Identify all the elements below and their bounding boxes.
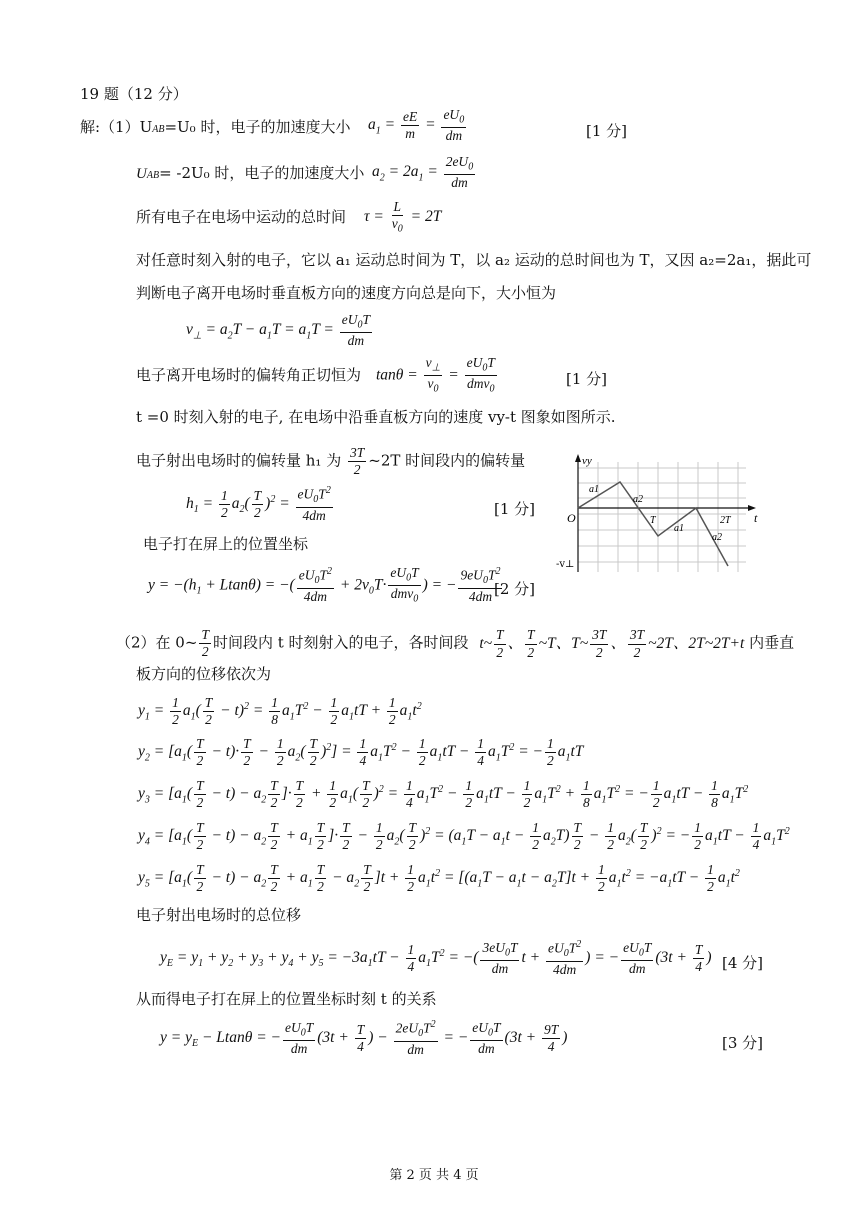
score-4: [2 分] — [494, 580, 536, 598]
label-a1-bot: a1 — [674, 523, 684, 534]
part2-line-1: （2）在 0~ $\frac{T}{2}$ 时间段内 t 时刻射入的电子，各时间段 t~ $\frac{T}{2}$ 、 $\frac{T}{2}$ ~T、T~ $\frac{3T}{2}$ 、 $\frac{3T}{2}$ ~2T、2T~2T+t 内垂直 — [116, 627, 795, 660]
solution-line-4: 对任意时刻入射的电子，它以 a₁ 运动总时间为 T，以 a₂ 运动的总时间也为 T，又因 a₂=2a₁，据此可 — [136, 251, 812, 269]
vy-t-graph — [556, 452, 766, 577]
equation-yE: $y_E = y_1 + y_2 + y_3 + y_4 + y_5 = -3a_1tT$ − $\frac{1}{4}$ $a_1T^2$ = −( $\frac{3eU_0T}{dm}$ t + $\frac{eU_0T^2}{4dm}$ ) = − $\frac{eU_0T}{dm}$ (3t + $\frac{T}{4}$ ) — [160, 939, 712, 977]
solution-line-9: 电子射出电场时的偏转量 h₁ 为 $\frac{3T}{2}$ ~2T 时间段内的偏转量 — [136, 445, 526, 478]
equation-h1: $h_1$ = $\frac{1}{2}$ $a_2$( $\frac{T}{2}$ )$^2$ = $\frac{eU_0T^2}{4dm}$ — [186, 485, 331, 523]
solution-line-5: 判断电子离开电场时垂直板方向的速度方向总是向下，大小恒为 — [136, 284, 557, 302]
label-2T: 2T — [720, 515, 731, 526]
origin-label: O — [567, 511, 576, 525]
solution-line-11: 电子打在屏上的位置坐标 — [143, 535, 309, 553]
equation-vperp: $v_\perp = a_2T - a_1T = a_1T$ = $\frac{eU_0T}{dm}$ — [186, 312, 371, 349]
equation-a2: $a_2 = 2a_1$ = $\frac{2eU_0}{dm}$ — [372, 154, 474, 191]
score-1: [1 分] — [586, 122, 628, 140]
equation-tau: τ = $\frac{L}{v_0}$ = 2T — [364, 199, 442, 235]
condition-text-1: =U₀ 时，电子的加速度大小 — [164, 118, 351, 136]
page-footer: 第 2 页 共 4 页 — [389, 1168, 479, 1183]
score-5: [4 分] — [722, 954, 764, 972]
part2-line-10: 从而得电子打在屏上的位置坐标时刻 t 的关系 — [136, 990, 437, 1008]
score-6: [3 分] — [722, 1034, 764, 1052]
label-a2-bot: a2 — [712, 532, 722, 543]
equation-y2: $y_2 = [a_1$( $\frac{T}{2}$ − t)· $\frac{T}{2}$ − $\frac{1}{2}$ $a_2$( $\frac{T}{2}$ )$^2$] = $\frac{1}{4}$ $a_1T^2$ − $\frac{1}{2}$ $a_1tT$ − $\frac{1}{4}$ $a_1T^2$ = − $\frac{1}{2}$ $a_1tT$ — [138, 736, 584, 769]
question-heading: 19 题（12 分） — [80, 85, 188, 103]
score-3: [1 分] — [494, 500, 536, 518]
label-neg-vperp: -v⊥ — [556, 559, 575, 570]
equation-a1: $a_1$ = $\frac{eE}{m}$ = $\frac{eU_0}{dm}$ — [368, 107, 465, 144]
part2-line-2: 板方向的位移依次为 — [136, 665, 272, 683]
y-axis-label: vy — [582, 455, 592, 467]
solution-line-8: t =0 时刻入射的电子, 在电场中沿垂直板方向的速度 vy-t 图象如图所示. — [136, 408, 616, 426]
equation-tan: tanθ = $\frac{v_\perp}{v_0}$ = $\frac{eU_0T}{dmv_0}$ — [376, 355, 495, 395]
solution-line-2: UAB= -2U₀ 时，电子的加速度大小 — [136, 164, 365, 182]
part2-line-8: 电子射出电场时的总位移 — [136, 906, 302, 924]
solution-line-7: 电子离开电场时的偏转角正切恒为 — [136, 366, 362, 384]
label-a1-top: a1 — [589, 484, 599, 495]
solution-line-3: 所有电子在电场中运动的总时间 — [136, 208, 347, 226]
equation-y3: $y_3 = [a_1$( $\frac{T}{2}$ − $t) - a_2$ $\frac{T}{2}$ ]· $\frac{T}{2}$ + $\frac{1}{2}$ $a_1$( $\frac{T}{2}$ )$^2$ = $\frac{1}{4}$ $a_1T^2$ − $\frac{1}{2}$ $a_1tT$ − $\frac{1}{2}$ $a_1T^2$ + $\frac{1}{8}$ $a_1T^2$ = − $\frac{1}{2}$ $a_1tT$ − $\frac{1}{8}$ $a_1T^2$ — [138, 778, 749, 811]
equation-y4: $y_4 = [a_1$( $\frac{T}{2}$ − $t) - a_2$ $\frac{T}{2}$ + $a_1$ $\frac{T}{2}$ ]· $\frac{T}{2}$ − $\frac{1}{2}$ $a_2$( $\frac{T}{2}$ )$^2 = (a_1T - a_1t$ − $\frac{1}{2}$ $a_2T$) $\frac{T}{2}$ − $\frac{1}{2}$ $a_2$( $\frac{T}{2}$ )$^2$ = − $\frac{1}{2}$ $a_1tT$ − $\frac{1}{4}$ $a_1T^2$ — [138, 820, 790, 853]
equation-y1: $y_1$ = $\frac{1}{2}$ $a_1$( $\frac{T}{2}$ − t)$^2$ = $\frac{1}{8}$ $a_1T^2$ − $\frac{1}{2}$ $a_1tT$ + $\frac{1}{2}$ $a_1t^2$ — [138, 695, 422, 728]
label-a2-top: a2 — [633, 494, 643, 505]
label-T: T — [650, 515, 656, 526]
x-axis-label: t — [754, 511, 758, 525]
equation-y-part1: $y = -(h_1 + Ltan\theta)$ = −( $\frac{eU_0T^2}{4dm}$ + $2v_0T\cdot$ $\frac{eU_0T}{dmv_0}$ ) = − $\frac{9eU_0T^2}{4dm}$ — [148, 565, 501, 605]
equation-y-final: $y = y_E - Ltan\theta$ = − $\frac{eU_0T}{dm}$ (3t + $\frac{T}{4}$ ) − $\frac{2eU_0T^2}{dm}$ = − $\frac{eU_0T}{dm}$ (3t + $\frac{9T}{4}$ ) — [160, 1019, 568, 1057]
equation-y5: $y_5 = [a_1$( $\frac{T}{2}$ − $t) - a_2$ $\frac{T}{2}$ + $a_1$ $\frac{T}{2}$ − $a_2$ $\frac{T}{2}$ ]t + $\frac{1}{2}$ $a_1t^2 = [(a_1T - a_1t - a_2T]t$ + $\frac{1}{2}$ $a_1t^2 = -a_1tT$ − $\frac{1}{2}$ $a_1t^2$ — [138, 862, 740, 895]
score-2: [1 分] — [566, 370, 608, 388]
solution-line-1: 解:（1）UAB=U₀ 时，电子的加速度大小 — [80, 118, 351, 136]
intro-label: 解:（1）U — [80, 118, 153, 136]
